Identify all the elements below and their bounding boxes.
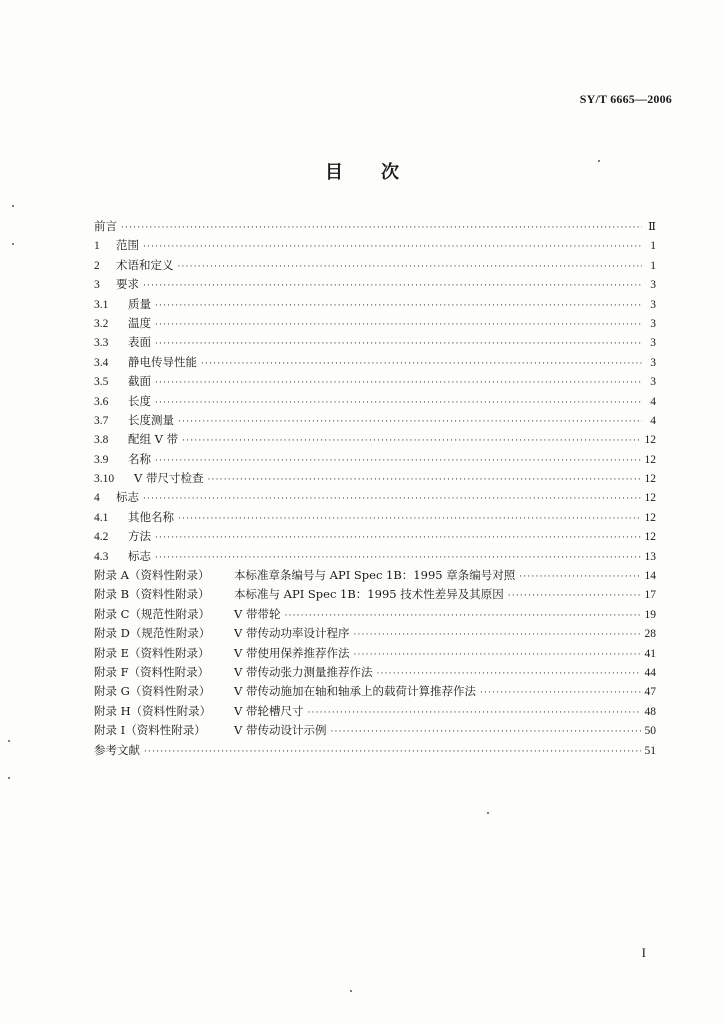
- toc-page-number: 3: [650, 317, 656, 330]
- toc-title: V 带带轮: [234, 606, 281, 621]
- title-char-1: 目: [325, 162, 343, 183]
- toc-leader-dots: [155, 374, 642, 393]
- toc-entry[interactable]: [94, 469, 656, 488]
- toc-section-number: 4.3: [94, 550, 109, 563]
- toc-page-number: 12: [644, 453, 656, 466]
- toc-page-number: 3: [650, 279, 656, 292]
- toc-leader-dots: [155, 452, 641, 471]
- toc-leader-dots: [353, 646, 640, 665]
- page-title: [0, 158, 724, 184]
- toc-page-number: 51: [644, 744, 656, 757]
- toc-title: 长度: [128, 393, 151, 408]
- toc-entry[interactable]: [94, 430, 656, 449]
- toc-title: 截面: [128, 374, 151, 389]
- toc-title: 其他名称: [128, 509, 174, 524]
- toc-leader-dots: [307, 704, 640, 723]
- toc-leader-dots: [155, 316, 642, 335]
- toc-page-number: 3: [650, 356, 656, 369]
- toc-leader-dots: [143, 490, 641, 509]
- toc-title: 标志: [116, 490, 139, 505]
- standard-code: SY/T 6665—2006: [579, 92, 672, 106]
- toc-annex-label: 附录 A（资料性附录）: [94, 568, 210, 583]
- table-of-contents: [94, 217, 656, 760]
- toc-section-number: 3.8: [94, 434, 109, 447]
- toc-title: 标志: [128, 548, 151, 563]
- scan-speck: [487, 812, 489, 814]
- toc-section-number: 3.6: [94, 395, 109, 408]
- toc-title: 长度测量: [128, 412, 174, 427]
- toc-page-number: 48: [644, 705, 656, 718]
- toc-entry[interactable]: [94, 566, 656, 585]
- toc-title: 参考文献: [94, 742, 140, 757]
- toc-entry[interactable]: [94, 333, 656, 352]
- toc-leader-dots: [155, 394, 642, 413]
- toc-leader-dots: [143, 277, 642, 296]
- toc-title: 前言: [94, 219, 117, 233]
- toc-annex-label: 附录 C（规范性附录）: [94, 606, 210, 621]
- toc-title: 静电传导性能: [128, 354, 197, 369]
- toc-page-number: 50: [644, 725, 656, 738]
- toc-page-number: 4: [650, 395, 656, 408]
- toc-entry[interactable]: [94, 741, 656, 760]
- toc-annex-label: 附录 F（资料性附录）: [94, 664, 210, 679]
- toc-entry[interactable]: [94, 721, 656, 740]
- toc-entry[interactable]: [94, 547, 656, 566]
- toc-page-number: 41: [644, 647, 656, 660]
- toc-entry[interactable]: [94, 527, 656, 546]
- page-folio: I: [641, 945, 646, 960]
- toc-entry[interactable]: [94, 585, 656, 604]
- toc-title: V 带传动设计示例: [234, 723, 327, 738]
- toc-leader-dots: [207, 471, 640, 490]
- toc-entry[interactable]: [94, 450, 656, 469]
- toc-title: 方法: [128, 529, 151, 544]
- toc-entry[interactable]: [94, 372, 656, 391]
- toc-annex-label: 附录 D（规范性附录）: [94, 626, 211, 641]
- toc-title: V 带传动施加在轴和轴承上的载荷计算推荐作法: [234, 684, 476, 699]
- toc-leader-dots: [143, 238, 642, 257]
- toc-section-number: 3.3: [94, 337, 109, 350]
- toc-title: 配组 V 带: [128, 432, 179, 447]
- toc-title: V 带传动张力测量推荐作法: [234, 664, 373, 679]
- toc-page-number: 12: [644, 511, 656, 524]
- scan-speck: [12, 243, 14, 245]
- toc-section-number: 3: [94, 279, 100, 292]
- toc-leader-dots: [155, 297, 642, 316]
- toc-page-number: 13: [644, 550, 656, 563]
- toc-leader-dots: [519, 568, 640, 587]
- toc-section-number: 4: [94, 492, 100, 505]
- toc-page-number: 17: [644, 589, 656, 602]
- toc-page-number: 3: [650, 337, 656, 350]
- toc-leader-dots: [178, 258, 643, 277]
- toc-section-number: 4.2: [94, 531, 109, 544]
- toc-title: V 带尺寸检查: [134, 471, 204, 486]
- toc-entry[interactable]: [94, 702, 656, 721]
- toc-page-number: 44: [644, 666, 656, 679]
- toc-title: 本标准章条编号与 API Spec 1B：1995 章条编号对照: [234, 568, 516, 583]
- toc-page-number: 19: [644, 608, 656, 621]
- toc-entry[interactable]: [94, 644, 656, 663]
- scan-speck: [350, 990, 352, 992]
- toc-entry[interactable]: [94, 275, 656, 294]
- toc-section-number: 1: [94, 240, 100, 253]
- toc-entry[interactable]: [94, 314, 656, 333]
- toc-title: 表面: [128, 335, 151, 350]
- scan-speck: [12, 205, 14, 207]
- toc-section-number: 4.1: [94, 511, 109, 524]
- toc-leader-dots: [155, 335, 642, 354]
- toc-page-number: 3: [650, 298, 656, 311]
- toc-page-number: 4: [650, 414, 656, 427]
- toc-entry[interactable]: [94, 624, 656, 643]
- toc-page-number: 47: [644, 686, 656, 699]
- toc-entry[interactable]: [94, 508, 656, 527]
- toc-page-number: 1: [650, 259, 656, 272]
- toc-title: V 带传动功率设计程序: [234, 626, 350, 641]
- title-char-2: 次: [381, 162, 399, 183]
- toc-annex-label: 附录 H（资料性附录）: [94, 703, 212, 718]
- scan-speck: [8, 740, 10, 742]
- toc-page-number: 12: [644, 434, 656, 447]
- toc-section-number: 2: [94, 259, 100, 272]
- toc-annex-label: 附录 G（资料性附录）: [94, 684, 211, 699]
- toc-leader-dots: [182, 432, 640, 451]
- toc-title: 本标准与 API Spec 1B：1995 技术性差异及其原因: [234, 587, 504, 602]
- toc-page-number: 12: [644, 492, 656, 505]
- toc-section-number: 3.2: [94, 317, 109, 330]
- toc-entry[interactable]: [94, 295, 656, 314]
- toc-leader-dots: [330, 723, 640, 742]
- toc-title: 术语和定义: [116, 257, 174, 272]
- toc-entry[interactable]: [94, 256, 656, 275]
- toc-leader-dots: [508, 587, 641, 606]
- toc-page-number: 14: [644, 570, 656, 583]
- toc-title: 要求: [116, 277, 139, 292]
- toc-leader-dots: [178, 510, 641, 529]
- toc-page-number: 3: [650, 376, 656, 389]
- toc-leader-dots: [480, 684, 641, 703]
- toc-leader-dots: [121, 219, 642, 238]
- toc-title: 范围: [116, 238, 139, 253]
- toc-section-number: 3.10: [94, 473, 115, 486]
- toc-section-number: 3.1: [94, 298, 109, 311]
- toc-entry[interactable]: [94, 605, 656, 624]
- toc-leader-dots: [178, 413, 642, 432]
- toc-leader-dots: [144, 743, 641, 762]
- toc-page-number: 1: [650, 240, 656, 253]
- toc-entry[interactable]: [94, 488, 656, 507]
- toc-leader-dots: [155, 529, 641, 548]
- toc-leader-dots: [353, 626, 640, 645]
- toc-annex-label: 附录 B（资料性附录）: [94, 587, 210, 602]
- toc-entry[interactable]: [94, 682, 656, 701]
- toc-annex-label: 附录 I（资料性附录）: [94, 723, 206, 738]
- toc-title: V 带使用保养推荐作法: [234, 645, 350, 660]
- toc-section-number: 3.9: [94, 453, 109, 466]
- toc-entry[interactable]: [94, 236, 656, 255]
- scan-speck: [598, 160, 600, 162]
- scan-speck: [8, 777, 10, 779]
- toc-annex-label: 附录 E（资料性附录）: [94, 645, 210, 660]
- toc-section-number: 3.7: [94, 414, 109, 427]
- toc-entry[interactable]: [94, 217, 656, 236]
- toc-entry[interactable]: [94, 411, 656, 430]
- toc-title: V 带轮槽尺寸: [234, 703, 304, 718]
- toc-page-number: 12: [644, 473, 656, 486]
- toc-leader-dots: [201, 355, 642, 374]
- toc-page-number: 12: [644, 531, 656, 544]
- toc-title: 名称: [128, 451, 151, 466]
- toc-entry[interactable]: [94, 353, 656, 372]
- toc-title: 温度: [128, 315, 151, 330]
- toc-section-number: 3.4: [94, 356, 109, 369]
- toc-page-number: 28: [644, 628, 656, 641]
- toc-title: 质量: [128, 296, 151, 311]
- toc-entry[interactable]: [94, 663, 656, 682]
- toc-page-number: Ⅱ: [648, 221, 656, 233]
- toc-entry[interactable]: [94, 392, 656, 411]
- toc-section-number: 3.5: [94, 376, 109, 389]
